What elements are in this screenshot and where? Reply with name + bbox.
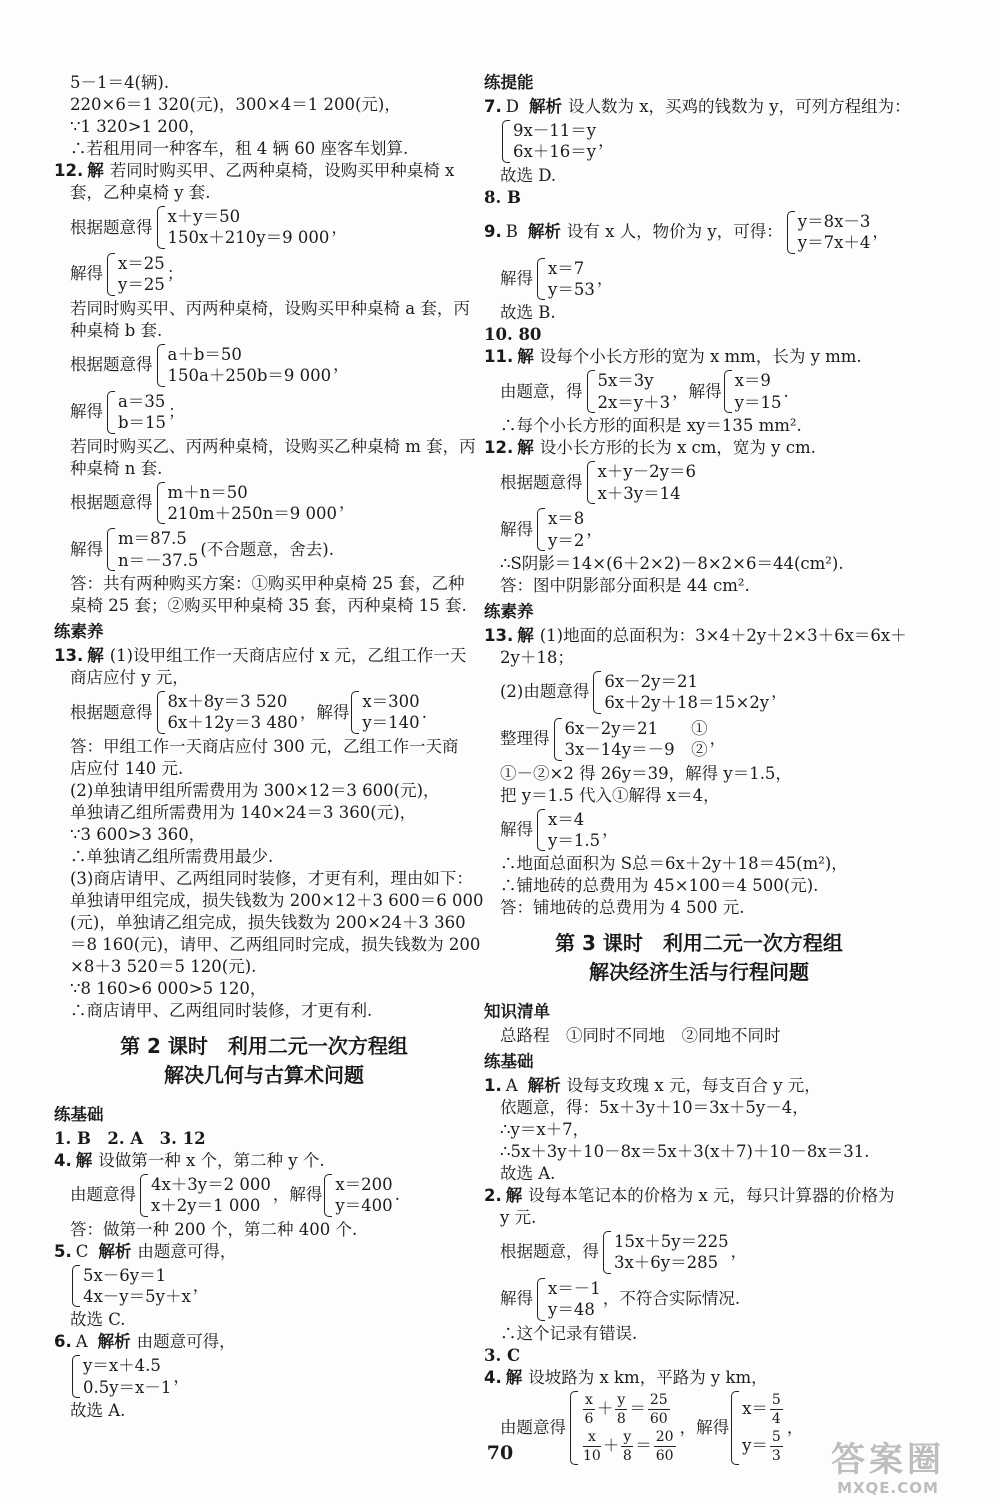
brace [787,211,795,254]
lesson-title-line: 第 3 课时 利用二元一次方程组 [555,931,843,956]
lesson-title-line: 第 2 课时 利用二元一次方程组 [120,1033,408,1058]
equation-system [54,389,474,436]
system-suffix: ， [173,1366,190,1386]
text-line: 故选 B. [500,303,556,323]
brace [107,391,115,434]
brace [587,370,595,413]
equation: x＝200 [335,1174,393,1194]
equation-system [54,342,474,389]
system-prefix: 解得 [70,264,103,284]
system-suffix: ， [192,1276,210,1296]
text-line: ∴这个记录有错误. [500,1323,638,1343]
text-line: 故选 C. [70,1310,126,1330]
question-4 [54,1150,474,1172]
denominator: 60 [649,1410,668,1427]
system-suffix: ； [168,402,185,422]
question-number: 5. [54,1241,72,1261]
analysis-keyword: 解析 [527,222,561,242]
operator: ＋ [596,1398,614,1418]
system-suffix: ，解得 [272,1185,323,1205]
equation: y＝53 [548,279,595,299]
equation: m＋n＝50 [167,482,248,502]
equation: 210m＋250n＝9 000 [167,503,337,523]
text-line: 5－1＝4(辆). [70,73,170,92]
equation-system [54,1263,474,1310]
equation: 5x＝3y [597,371,654,391]
text-line: 设做第一种 x 个，第二种 y 个. [98,1150,325,1170]
denominator: 10 [583,1448,601,1465]
text-line: ∴y＝x＋7， [500,1119,590,1139]
text-line: (3)商店请甲、乙两组同时装修，才更有利，理由如下： [70,868,473,888]
system-prefix: 根据题意得 [500,472,583,492]
text-line: ①－②×2 得 26y＝39，解得 y＝1.5， [500,763,792,783]
equation-system [484,807,914,854]
numerator: x [583,1391,595,1410]
answer-line: 8. B [484,187,521,207]
equation-lhs: x＝ [742,1398,768,1418]
lesson-title [484,929,914,987]
answer: B [505,222,518,242]
equation: y＝8x－3 [797,211,871,231]
solution-keyword: 解 [517,347,534,367]
operator: ＋ [602,1436,620,1456]
text-line: 由题意可得， [136,1332,236,1352]
equation: 15x＋5y＝225 [614,1231,729,1251]
equation-system [54,526,474,573]
system-suffix: ，解得 [679,1418,730,1438]
system-prefix: 解得 [500,820,533,840]
text-line: 故选 D. [500,165,557,185]
system-suffix: . [421,702,427,722]
equation-system [484,1229,914,1276]
system-prefix: 根据题意得 [70,493,153,513]
brace [157,206,165,249]
answer: D [505,96,519,116]
brace [107,253,115,296]
question-7 [484,96,914,118]
system-prefix: 解得 [500,519,533,539]
brace [537,1278,545,1321]
system-prefix: 根据题意得 [70,355,153,375]
brace [72,1265,80,1308]
question-number: 1. [484,1075,502,1095]
equation: 150x＋210y＝9 000 [167,228,330,248]
system-suffix: ， [333,355,350,375]
solution-keyword: 解 [75,1150,93,1170]
question-number: 2. [484,1185,502,1205]
equation-system [484,368,914,415]
equation: 8x＋8y＝3 520 [167,692,288,712]
equation-system [54,480,474,527]
system-suffix: ， [771,682,788,702]
text-line: ∴5x＋3y＋10－8x＝5x＋3(x＋7)＋10－8x＝31. [500,1141,870,1161]
text-line: ∴若租用同一种客车，租 4 辆 60 座客车划算. [70,139,409,158]
fraction-equation [581,1391,678,1428]
system-suffix: ， [730,1242,748,1262]
system-suffix: ； [166,264,184,284]
equation-system [484,256,914,303]
equation: 3x－14y＝－9 ② [564,740,708,760]
equation: a＝35 [118,391,166,411]
system-suffix: ， [786,1418,804,1438]
text-line: ∴单独请乙组所需费用最少. [70,846,274,866]
equation: 6x－2y＝21 [604,671,698,691]
question-number: 6. [54,1332,72,1352]
question-11 [484,346,914,368]
numerator: y [621,1428,633,1447]
analysis-keyword: 解析 [528,96,562,116]
system-suffix: ， [602,820,619,840]
equation-system [54,1172,474,1219]
text-line: 设每支玫瑰 x 元，每支百合 y 元， [566,1075,821,1095]
brace [554,718,562,761]
question-4 [484,1367,914,1389]
text-line: (元)，单独请乙组完成，损失钱数为 200×24＋3 360 [70,912,466,932]
equation: x＝9 [734,371,771,391]
equation: 3x＋6y＝285 [614,1253,719,1273]
equation: b＝15 [118,413,167,433]
answer: A [75,1332,88,1352]
text-line: 商店应付 y 元， [70,668,189,688]
text-line: ×8＋3 520＝5 120(元). [70,956,257,976]
system-prefix: 解得 [70,402,103,422]
brace [324,1174,332,1217]
system-suffix: ， [339,493,356,513]
text-line: 答：甲组工作一天商店应付 300 元，乙组工作一天商 [70,736,459,756]
operator: ＝ [635,1436,652,1456]
equation: x＝4 [548,809,585,829]
equation-system [54,689,474,736]
lesson-title-line: 解决经济生活与行程问题 [589,960,809,985]
equation: 6x＋12y＝3 480 [167,713,298,733]
equation: 2x＝y＋3 [597,392,671,412]
fraction [770,1391,783,1428]
section-heading: 练提能 [484,73,534,92]
equation: a＋b＝50 [167,344,242,364]
equation: 6x－2y＝21 ① [564,718,708,738]
equation [742,1391,785,1428]
equation-system [484,1276,914,1323]
fraction [583,1391,595,1428]
fraction [615,1391,627,1428]
brace [157,344,165,387]
system-prefix: 由题意得 [500,1418,566,1438]
equation: y＝48 [548,1300,595,1320]
system-suffix: . [394,1185,400,1205]
text-line: ∴商店请甲、乙两组同时装修，才更有利. [70,1000,373,1020]
equation: x＝8 [548,509,585,529]
equation: 5x－6y＝1 [83,1265,167,1285]
question-number: 4. [54,1150,72,1170]
text-line: 单独请乙组所需费用为 140×24＝3 360(元)， [70,802,417,822]
watermark-logo: 答案圈 MXQE.COM [831,1440,945,1497]
text-line: 套，乙种桌椅 y 套. [70,183,211,202]
section-heading: 练素养 [54,622,104,642]
question-6 [54,1331,474,1353]
numerator: y [615,1391,627,1410]
equation-system [484,669,914,716]
answer-line: 1. B 2. A 3. 12 [54,1128,206,1148]
system-prefix: 根据题意得 [70,217,153,237]
equation: y＝15 [734,392,782,412]
text-line: 种桌椅 n 套. [70,458,163,478]
section-heading: 练基础 [54,1104,104,1124]
question-9 [484,209,914,256]
equation: x＋y－2y＝6 [597,462,696,482]
text-line: (1)地面的总面积为：3×4＋2y＋2×3＋6x＝6x＋ [539,625,907,645]
numerator: x [583,1428,601,1447]
text-line: 故选 A. [70,1401,126,1421]
text-line: 若同时购买甲、丙两种桌椅，设购买甲种桌椅 a 套，丙 [70,298,470,318]
equation: x＝－1 [548,1278,601,1298]
solution-keyword: 解 [87,161,104,180]
question-12 [54,160,474,182]
text-line: 由题意可得， [137,1241,237,1261]
equation-system [484,118,914,165]
question-13 [484,625,914,647]
equation: y＝x＋4.5 [83,1356,161,1376]
question-number: 13. [54,646,84,666]
question-1 [484,1075,914,1097]
numerator: 20 [654,1428,676,1447]
equation: 6x＋2y＋18＝15×2y [604,693,770,713]
text-line: 设每个小长方形的宽为 x mm，长为 y mm. [539,347,862,367]
equation: 6x＋16＝y [513,142,597,162]
text-line: 答：共有两种购买方案：①购买甲种桌椅 25 套，乙种 [70,574,465,594]
text-line: 设人数为 x，买鸡的钱数为 y，可列方程组为： [567,96,911,116]
equation: x＝300 [362,692,420,712]
brace [140,1174,148,1217]
solution-keyword: 解 [505,1367,523,1387]
equation: y＝140 [362,713,420,733]
question-number: 4. [484,1367,502,1387]
answer-line: 10. 80 [484,325,542,345]
system-suffix: . [783,381,789,401]
text-line: ＝8 160(元)，请甲、乙两组同时完成，损失钱数为 200 [70,934,481,954]
brace [724,370,732,413]
equation: y＝25 [118,275,165,295]
denominator: 8 [616,1410,626,1427]
text-line: 单独请甲组完成，损失钱数为 200×12＋3 600＝6 000 [70,890,484,910]
brace [537,809,545,852]
text-line: 2y＋18； [500,647,574,667]
numerator: 25 [648,1391,670,1410]
brace [587,461,595,504]
system-suffix: ， [596,269,614,289]
text-line: ∵1 320>1 200， [70,117,206,136]
equation-system [484,716,914,763]
left-column [54,72,484,1422]
solution-keyword: 解 [505,1185,523,1205]
system-prefix: 解得 [500,1289,533,1309]
equation-system [484,506,914,553]
question-13 [54,645,474,667]
denominator: 4 [771,1410,781,1427]
system-suffix: ，解得 [672,381,722,401]
equation: y＝7x＋4 [797,233,871,253]
system-suffix: (不合题意，舍去). [200,539,334,559]
text-line: 设每本笔记本的价格为 x 元，每只计算器的价格为 [528,1185,895,1205]
equation-system [484,459,914,506]
question-number: 9. [484,222,502,242]
equation: n＝－37.5 [118,550,199,570]
text-line: ∴铺地砖的总费用为 45×100＝4 500(元). [500,876,819,896]
text-line: 种桌椅 b 套. [70,320,163,340]
text-line: 若同时购买甲、乙两种桌椅，设购买甲种桌椅 x [109,161,455,180]
system-prefix: 由题意，得 [500,381,583,401]
text-line: 若同时购买乙、丙两种桌椅，设购买乙种桌椅 m 套，丙 [70,436,476,456]
system-suffix: ， [872,222,889,242]
solution-keyword: 解 [517,438,534,458]
brace [351,691,359,734]
equation: x＝25 [118,253,165,273]
system-prefix: 解得 [500,269,533,289]
text-line: 店应付 140 元. [70,758,184,778]
system-suffix: ， [586,519,603,539]
equation: y＝400 [335,1196,393,1216]
text-line: 220×6＝1 320(元)，300×4＝1 200(元)， [70,95,401,114]
brace [502,120,510,163]
equation-system [54,1353,474,1400]
question-2 [484,1185,914,1207]
system-prefix: 整理得 [500,729,550,749]
question-number: 7. [484,96,502,116]
text-line: ∵8 160>6 000>5 120， [70,978,267,998]
system-prefix: 根据题意，得 [500,1242,599,1262]
lesson-title [54,1032,474,1090]
equation-system [54,204,474,251]
system-suffix: ， [598,131,615,151]
analysis-keyword: 解析 [527,1075,561,1095]
text-line: (2)单独请甲组所需费用为 300×12＝3 600(元)， [70,780,440,800]
equation-lhs: y＝ [742,1436,768,1456]
section-heading: 练基础 [484,1052,534,1072]
text-line: 答：图中阴影部分面积是 44 cm². [500,576,750,596]
text-line: ∴每个小长方形的面积是 xy＝135 mm². [500,416,802,436]
system-suffix: ，不符合实际情况. [602,1289,741,1309]
equation: m＝87.5 [118,529,187,549]
section-heading: 练素养 [484,602,534,622]
equation: 4x＋3y＝2 000 [151,1174,271,1194]
text-line: 依题意，得：5x＋3y＋10＝3x＋5y－4， [500,1097,809,1117]
system-prefix: (2)由题意得 [500,682,590,702]
brace [107,528,115,571]
lesson-title-line: 解决几何与古算术问题 [164,1062,364,1087]
equation-system [54,251,474,298]
text-line: 设坡路为 x km，平路为 y km， [528,1367,768,1387]
text-line: ∴地面总面积为 S总＝6x＋2y＋18＝45(m²)， [500,854,848,874]
denominator: 3 [771,1448,781,1465]
text-line: 把 y＝1.5 代入①解得 x＝4， [500,785,720,805]
system-prefix: 设有 x 人，物价为 y，可得： [566,222,783,242]
system-prefix: 解得 [70,539,103,559]
system-prefix: 由题意得 [70,1185,136,1205]
equation: 9x－11＝y [513,120,597,140]
brace [603,1231,611,1274]
numerator: 5 [770,1428,783,1447]
equation: 0.5y＝x－1 [83,1377,172,1397]
text-line: (1)设甲组工作一天商店应付 x 元，乙组工作一天 [109,646,467,666]
solution-keyword: 解 [517,625,534,645]
right-column [484,72,914,1467]
answer: A [505,1075,518,1095]
question-number: 12. [484,438,514,458]
equation: x＋3y＝14 [597,483,681,503]
text-line: 总路程 ①同时不同地 ②同地不同时 [500,1026,781,1046]
text-line: 答：做第一种 200 个，第二种 400 个. [70,1219,358,1239]
brace [157,691,165,734]
question-number: 13. [484,625,514,645]
page-number: 70 [486,1442,514,1464]
text-line: ∴S阴影＝14×(6＋2×2)－8×2×6＝44(cm²). [500,554,844,574]
equation: 4x－y＝5y＋x [83,1286,191,1306]
equation: y＝1.5 [548,830,601,850]
answer: C [75,1241,89,1261]
question-number: 12. [54,161,84,180]
text-line: y 元. [500,1207,537,1227]
equation: x＋y＝50 [167,207,241,226]
operator: ＝ [629,1398,646,1418]
system-suffix: ，解得 [299,702,350,722]
section-heading: 知识清单 [484,1002,550,1022]
equation: x＝7 [548,258,585,278]
text-line: 桌椅 25 套；②购买甲种桌椅 35 套，丙种桌椅 15 套. [70,596,467,616]
system-suffix: ， [331,217,348,237]
brace [537,508,545,551]
brace [157,482,165,525]
equation: 150a＋250b＝9 000 [167,366,332,386]
text-line: ∵3 600>3 360， [70,824,206,844]
text-line: 设小长方形的长为 x cm，宽为 y cm. [539,438,816,458]
denominator: 60 [655,1448,674,1465]
text-line: 故选 A. [500,1163,556,1183]
question-12 [484,437,914,459]
analysis-keyword: 解析 [97,1332,131,1352]
analysis-keyword: 解析 [98,1241,132,1261]
solution-keyword: 解 [87,646,104,666]
brace [72,1355,80,1398]
equation: x＋2y＝1 000 [151,1196,261,1216]
equation: y＝2 [548,530,585,550]
denominator: 6 [584,1410,594,1427]
question-number: 11. [484,347,514,367]
denominator: 8 [622,1448,632,1465]
question-5 [54,1241,474,1263]
brace [537,258,545,301]
text-line: 答：铺地砖的总费用为 4 500 元. [500,898,745,918]
fraction [648,1391,670,1428]
answer-line: 3. C [484,1345,521,1365]
brace [593,671,601,714]
system-suffix: ， [709,729,727,749]
system-prefix: 根据题意得 [70,702,153,722]
numerator: 5 [770,1391,783,1410]
